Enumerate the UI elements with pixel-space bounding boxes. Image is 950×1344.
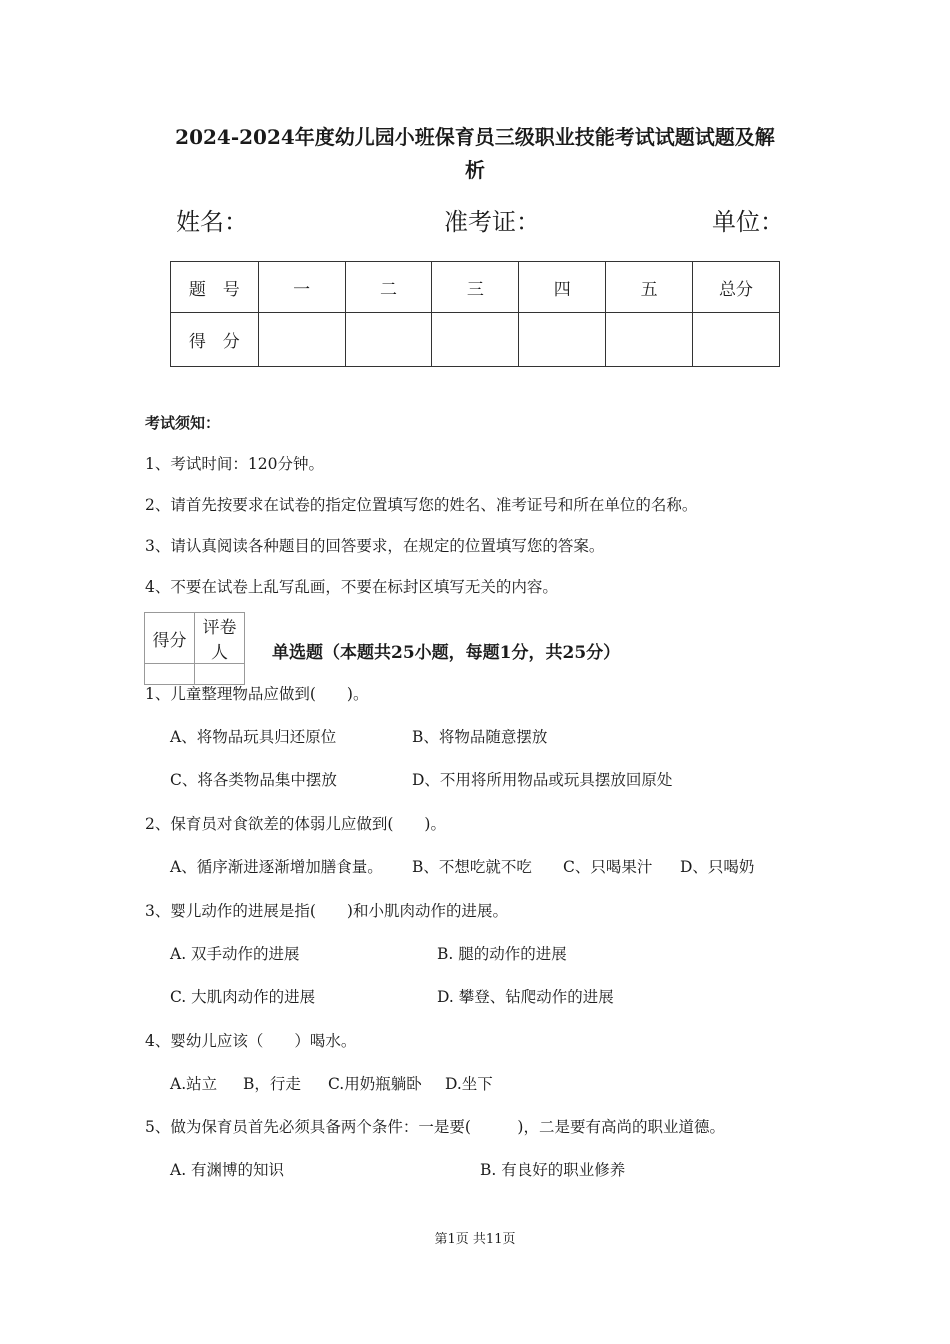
question-option: B、将物品随意摆放 <box>412 728 548 746</box>
question-option: C、将各类物品集中摆放 <box>170 771 337 789</box>
score-table-header-cell: 一 <box>258 262 345 313</box>
document-title-line1: 2024-2024年度幼儿园小班保育员三级职业技能考试试题试题及解 <box>175 125 775 149</box>
exam-id-field-label: 准考证： <box>444 208 540 236</box>
score-table-score-row <box>171 313 780 367</box>
notice-item: 1、考试时间：120分钟。 <box>145 455 324 473</box>
question-stem: 1、儿童整理物品应做到( )。 <box>145 685 369 703</box>
question-stem: 5、做为保育员首先必须具备两个条件：一是要( )，二是要有高尚的职业道德。 <box>145 1118 725 1136</box>
score-table-header-cell: 五 <box>606 262 693 313</box>
question-option: C. 大肌肉动作的进展 <box>170 988 316 1006</box>
notice-item: 3、请认真阅读各种题目的回答要求，在规定的位置填写您的答案。 <box>145 537 605 555</box>
question-option: D. 攀登、钻爬动作的进展 <box>437 988 614 1006</box>
score-cell <box>519 313 606 367</box>
grader-box-grader-label: 评卷人 <box>195 613 245 664</box>
question-stem: 4、婴幼儿应该（ ）喝水。 <box>145 1032 357 1050</box>
grader-box-score-label: 得分 <box>145 613 195 664</box>
score-table-header-row <box>171 262 780 313</box>
notice-item: 2、请首先按要求在试卷的指定位置填写您的姓名、准考证号和所在单位的名称。 <box>145 496 698 514</box>
question-option: C.用奶瓶躺卧 <box>328 1075 422 1093</box>
question-option: B. 有良好的职业修养 <box>480 1161 626 1179</box>
question-option: A. 有渊博的知识 <box>170 1161 285 1179</box>
question-option: D、只喝奶 <box>680 858 755 876</box>
score-table-header-cell: 二 <box>345 262 432 313</box>
score-cell <box>345 313 432 367</box>
name-field-label: 姓名： <box>176 208 248 236</box>
score-table <box>170 261 780 367</box>
section-heading: 单选题（本题共25小题，每题1分，共25分） <box>272 643 621 663</box>
question-option: A、将物品玩具归还原位 <box>170 728 337 746</box>
score-cell <box>693 313 780 367</box>
score-table-header-cell: 四 <box>519 262 606 313</box>
question-stem: 3、婴儿动作的进展是指( )和小肌肉动作的进展。 <box>145 902 508 920</box>
score-cell <box>258 313 345 367</box>
question-option: C、只喝果汁 <box>563 858 653 876</box>
score-cell <box>432 313 519 367</box>
question-option: B. 腿的动作的进展 <box>437 945 567 963</box>
question-option: B，行走 <box>243 1075 301 1093</box>
notice-item: 4、不要在试卷上乱写乱画，不要在标封区填写无关的内容。 <box>145 578 558 596</box>
question-option: B、不想吃就不吃 <box>412 858 532 876</box>
question-option: A.站立 <box>170 1075 218 1093</box>
score-table-header-cell: 总分 <box>693 262 780 313</box>
question-option: D.坐下 <box>445 1075 493 1093</box>
score-cell <box>606 313 693 367</box>
page-footer: 第1页 共11页 <box>434 1232 516 1247</box>
question-option: A、循序渐进逐渐增加膳食量。 <box>170 858 383 876</box>
score-table-header-cell: 三 <box>432 262 519 313</box>
question-option: D、不用将所用物品或玩具摆放回原处 <box>412 771 673 789</box>
document-title-line2: 析 <box>465 158 485 182</box>
question-option: A. 双手动作的进展 <box>170 945 300 963</box>
unit-field-label: 单位： <box>712 208 784 236</box>
score-row-label: 得 分 <box>171 313 259 367</box>
grader-box <box>144 612 245 685</box>
notice-heading: 考试须知： <box>145 414 221 432</box>
score-table-header-cell: 题 号 <box>171 262 259 313</box>
question-stem: 2、保育员对食欲差的体弱儿应做到( )。 <box>145 815 446 833</box>
